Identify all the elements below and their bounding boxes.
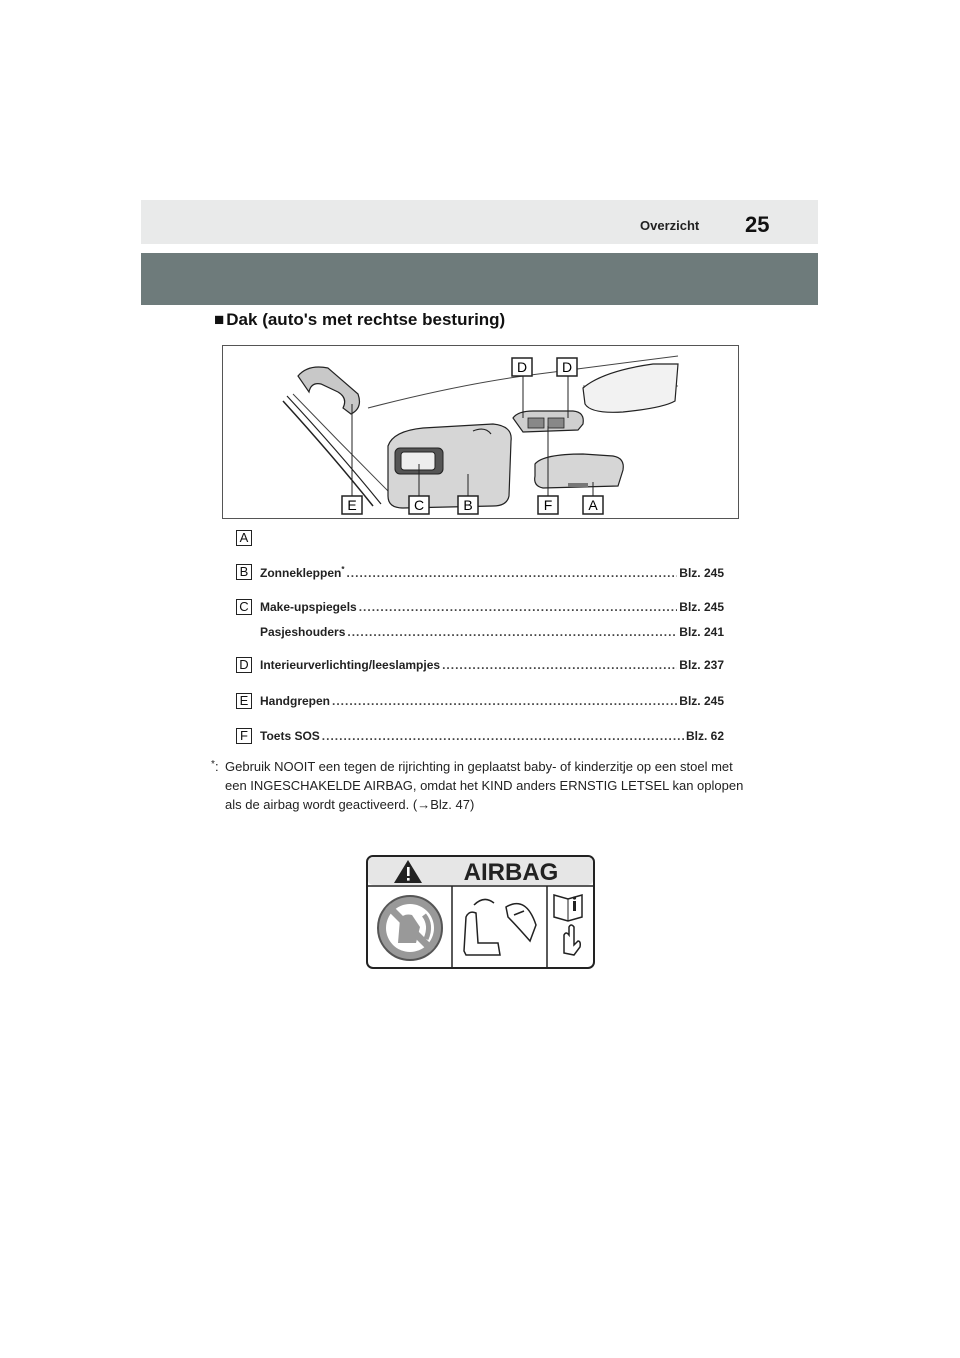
list-item-f (236, 728, 726, 746)
section-title: Overzicht (640, 218, 700, 233)
section-band (141, 253, 818, 305)
page-ref: Blz. 245 (679, 600, 724, 614)
heading-bullet: ■ (214, 310, 225, 329)
callout-e (342, 496, 362, 514)
list-item-e (236, 693, 726, 711)
footnote-marker: * (341, 565, 345, 574)
svg-text:D: D (561, 359, 573, 375)
page-number: 25 (745, 212, 770, 237)
page-ref: Blz. 245 (679, 566, 724, 580)
header-bar (141, 200, 818, 244)
item-label: Make-upspiegels (260, 600, 357, 614)
item-letter: E (236, 693, 252, 709)
footnote-marker: * (211, 759, 215, 770)
svg-text:C: C (413, 497, 425, 513)
footnote-text: Gebruik NOOIT een tegen de rijrichting in geplaatst baby- of kinderzitje op een stoel met een INGESCHAKELDE AIRBAG, omdat het KIND anders ERNSTIG LETSEL kan oplopen als de airbag wordt geactiveerd. (→Blz. 47) (225, 759, 744, 812)
item-letter: A (236, 530, 252, 546)
airbag-label-graphic (366, 855, 595, 969)
svg-text:A: A (588, 497, 598, 513)
callout-a (583, 496, 603, 514)
page-ref: Blz. 62 (685, 729, 724, 743)
page-ref: Blz. 245 (679, 694, 724, 708)
page-ref: Blz. 237 (679, 658, 724, 672)
list-item-b (236, 564, 726, 582)
callout-d2 (557, 358, 577, 376)
item-letter: C (236, 599, 252, 615)
no-child-seat-icon (378, 896, 442, 960)
item-label: Handgrepen (260, 694, 331, 708)
callout-b (458, 496, 478, 514)
heading-title: Dak (auto's met rechtse besturing) (226, 310, 506, 329)
list-item-c2 (236, 624, 726, 642)
roof-illustration (222, 345, 739, 519)
svg-text:F: F (543, 497, 553, 513)
item-label: Interieurverlichting/leeslampjes (260, 658, 441, 672)
callout-f (538, 496, 558, 514)
svg-text:D: D (516, 359, 528, 375)
page-heading (214, 310, 505, 330)
item-label: Pasjeshouders (260, 625, 346, 639)
item-letter: D (236, 657, 252, 673)
svg-text:E: E (347, 497, 357, 513)
footnote: * : Gebruik NOOIT een tegen de rijrichting in geplaatst baby- of kinderzitje op een stoel met een INGESCHAKELDE AIRBAG, omdat het KIND anders ERNSTIG LETSEL kan oplopen als de airbag wordt geactiveerd. (→Blz. 47) (211, 757, 751, 814)
page-ref: Blz. 241 (679, 625, 724, 639)
callout-c (409, 496, 429, 514)
item-label: Zonnekleppen (260, 566, 342, 580)
airbag-warning-label (366, 855, 595, 969)
callout-d1 (512, 358, 532, 376)
list-item-c (236, 599, 726, 617)
item-label: Toets SOS (260, 729, 320, 743)
roof-drawing (223, 346, 740, 520)
item-letter: B (236, 564, 252, 580)
airbag-title: AIRBAG (463, 859, 559, 886)
list-item-d (236, 657, 726, 675)
svg-text:B: B (463, 497, 473, 513)
item-letter: F (236, 728, 252, 744)
